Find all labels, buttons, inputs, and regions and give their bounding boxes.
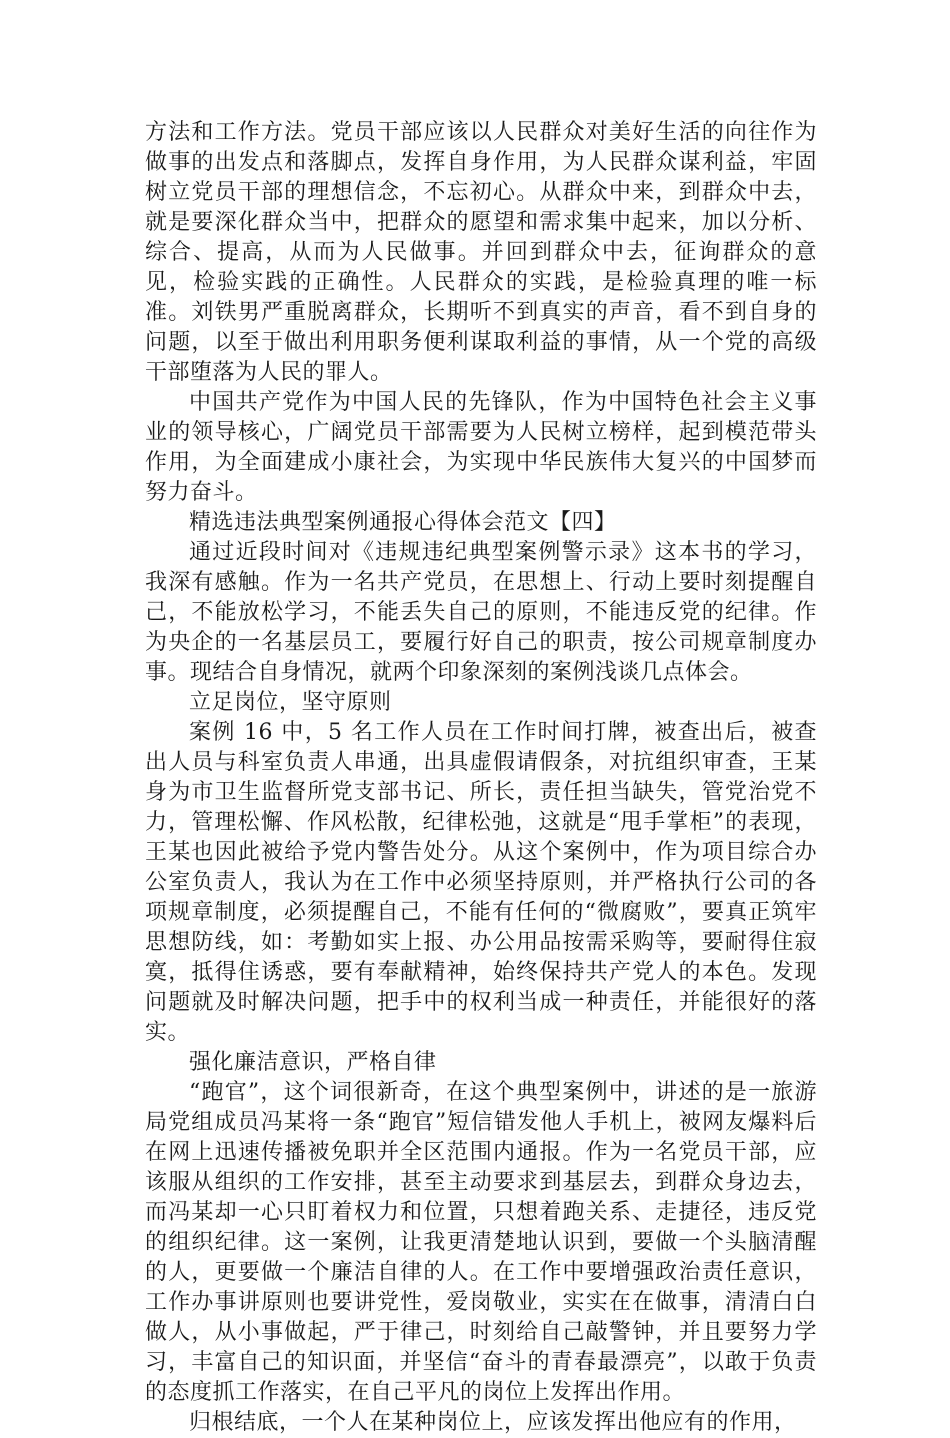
document-page [145, 118, 817, 1438]
paragraph-vanguard: 中国共产党作为中国人民的先锋队，作为中国特色社会主义事业的领导核心，广阔党员干部需要为人民树立榜样，起到模范带头作用，为全面建成小康社会，为实现中华民族伟大复兴的中国梦而努力奋斗。 [145, 390, 817, 505]
paragraph-intro: 通过近段时间对《违规违纪典型案例警示录》这本书的学习，我深有感触。作为一名共产党员，在思想上、行动上要时刻提醒自己，不能放松学习，不能丢失自己的原则，不能违反党的纪律。作为央企的一名基层员工，要履行好自己的职责，按公司规章制度办事。现结合自身情况，就两个印象深刻的案例浅谈几点体会。 [145, 540, 817, 685]
paragraph-pao-guan: “跑官”，这个词很新奇，在这个典型案例中，讲述的是一旅游局党组成员冯某将一条“跑官”短信错发他人手机上，被网友爆料后在网上迅速传播被免职并全区范围内通报。作为一名党员干部，应该服从组织的工作安排，甚至主动要求到基层去，到群众身边去，而冯某却一心只盯着权力和位置，只想着跑关系、走捷径，违反党的组织纪律。这一案例，让我更清楚地认识到，要做一个头脑清醒的人，更要做一个廉洁自律的人。在工作中要增强政治责任意识，工作办事讲原则也要讲党性，爱岗敬业，实实在在做事，清清白白做人，从小事做起，严于律己，时刻给自己敲警钟，并且要努力学习，丰富自己的知识面，并坚信“奋斗的青春最漂亮”，以敢于负责的态度抓工作落实，在自己平凡的岗位上发挥出作用。 [145, 1080, 817, 1405]
paragraph-case-16: 案例 16 中，5 名工作人员在工作时间打牌，被查出后，被查出人员与科室负责人串通，出具虚假请假条，对抗组织审查，王某身为市卫生监督所党支部书记、所长，责任担当缺失，管党治党不力，管理松懈、作风松散，纪律松弛，这就是“甩手掌柜”的表现，王某也因此被给予党内警告处分。从这个案例中，作为项目综合办公室负责人，我认为在工作中必须坚持原则，并严格执行公司的各项规章制度，必须提醒自己，不能有任何的“微腐败”，要真正筑牢思想防线，如：考勤如实上报、办公用品按需采购等，要耐得住寂寞，抵得住诱惑，要有奉献精神，始终保持共产党人的本色。发现问题就及时解决问题，把手中的权利当成一种责任，并能很好的落实。 [145, 720, 817, 1045]
paragraph-conclusion-start: 归根结底，一个人在某种岗位上，应该发挥出他应有的作用， [189, 1410, 797, 1435]
section-heading-four: 精选违法典型案例通报心得体会范文【四】 [189, 510, 617, 535]
subheading-integrity: 强化廉洁意识，严格自律 [189, 1050, 437, 1075]
paragraph-continuation: 方法和工作方法。党员干部应该以人民群众对美好生活的向往作为做事的出发点和落脚点，发挥自身作用，为人民群众谋利益，牢固树立党员干部的理想信念，不忘初心。从群众中来，到群众中去，就是要深化群众当中，把群众的愿望和需求集中起来，加以分析、综合、提高，从而为人民做事。并回到群众中去，征询群众的意见，检验实践的正确性。人民群众的实践，是检验真理的唯一标准。刘铁男严重脱离群众，长期听不到真实的声音，看不到自身的问题，以至于做出利用职务便利谋取利益的事情，从一个党的高级干部堕落为人民的罪人。 [145, 120, 817, 385]
subheading-stand-firm: 立足岗位，坚守原则 [189, 690, 392, 715]
